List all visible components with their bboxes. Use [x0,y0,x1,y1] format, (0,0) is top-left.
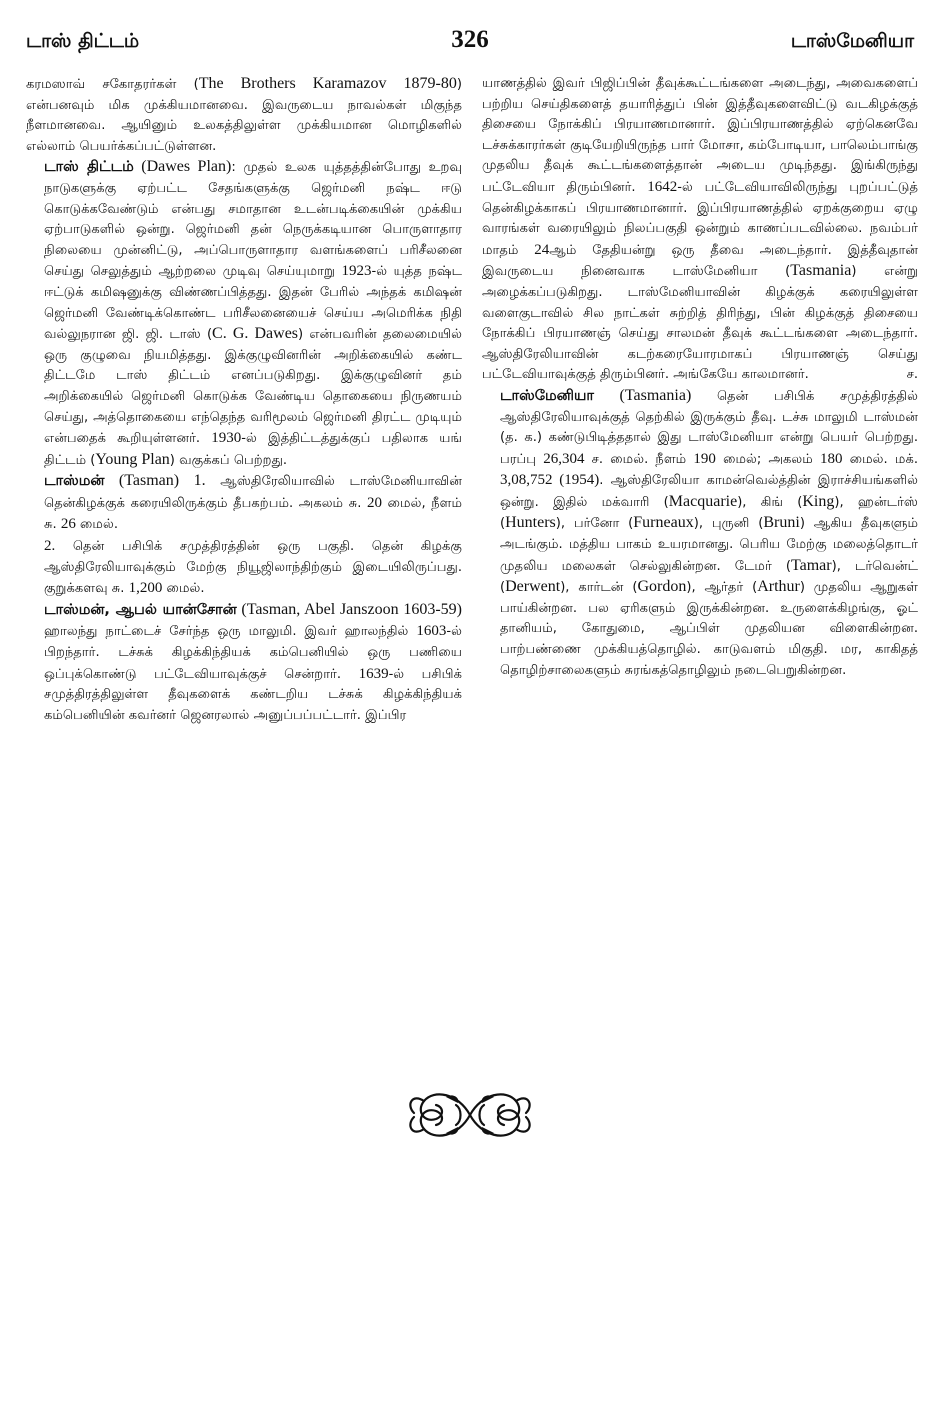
entry-tasmania: டாஸ்மேனியா (Tasmania) தென் பசிபிக் சமுத்திரத்தில் ஆஸ்திரேலியாவுக்குத் தெற்கில் இருக்கும் தீவு. டச்சு மாலுமி டாஸ்மன் (த. க.) கண்டுபிடித்ததால் இது டாஸ்மேனியா என்று பெயர் பெற்றது. பரப்பு 26,304 ச. மைல். நீளம் 190 மைல்; அகலம் 180 மைல். மக். 3,08,752 (1954). ஆஸ்திரேலியா காமன்வெல்த்தின் இராச்சியங்களில் ஒன்று. இதில் மக்வாரி (Macquarie), கிங் (King), ஹன்டர்ஸ் (Hunters), பர்னோ (Furneaux), புருனி (Bruni) ஆகிய தீவுகளும் அடங்கும். மத்திய பாகம் உயரமானது. பெரிய மேற்கு மலைத்தொடர் முதலிய மலைகள் செல்லுகின்றன. டேமர் (Tamar), டர்வென்ட் (Derwent), கார்டன் (Gordon), ஆர்தர் (Arthur) முதலிய ஆறுகள் பாய்கின்றன. பல ஏரிகளும் இருக்கின்றன. உருளைக்கிழங்கு, ஓட் தானியம், கோதுமை, ஆப்பிள் முதலியன விளைகின்றன. பாற்பண்ணை முக்கியத்தொழில். காடுவளம் மிகுதி. மர, காகிதத் தொழிற்சாலைகளும் சுரங்கத்தொழிலும் நடைபெறுகின்றன. [500,386,919,678]
entry-headword: டாஸ்மன் [44,473,105,490]
floral-ornament-icon [400,1083,540,1147]
running-head-right: டாஸ்மேனியா [790,30,914,52]
page-header [26,26,914,60]
left-column [26,74,462,726]
entry-headword: டாஸ்மன், ஆபல் யான்சோன் [44,601,237,618]
entry-tasman-sense-2: 2. தென் பசிபிக் சமுத்திரத்தின் ஒரு பகுதி. தென் கிழக்கு ஆஸ்திரேலியாவுக்கும் மேற்கு நியூஜிலாந்திற்கும் இடையிலிருப்பது. குறுக்களவு சு. 1,200 மைல். [44,538,462,597]
author-initial: ச. [906,367,918,383]
page-number: 326 [451,26,489,53]
entry-continuation: கரமஸாவ் சகோதரர்கள் (The Brothers Karamazov 1879-80) என்பனவும் மிக முக்கியமானவை. இவருடைய நாவல்கள் மிகுந்த நீளமானவை. ஆயினும் உலகத்திலுள்ள முக்கியமான மொழிகளில் எல்லாம் பெயர்க்கப்பட்டுள்ளன. [26,75,462,154]
entry-dawes-plan: டாஸ் திட்டம் (Dawes Plan): முதல் உலக யுத்தத்தின்போது உறவு நாடுகளுக்கு ஏற்பட்ட சேதங்களுக்கு ஜெர்மனி நஷ்ட ஈடு கொடுக்கவேண்டும் என்பது சமாதான உடன்படிக்கையின் முக்கிய ஏற்பாடுகளில் ஒன்று. ஜெர்மனி தன் நெருக்கடியான பொருளாதார நிலையை முன்னிட்டு, அப்பொருளாதார வளங்களைப் பரிசீலனை செய்து செலுத்தும் ஆற்றலை முடிவு செய்யுமாறு 1923-ல் யுத்த நஷ்ட ஈட்டுக் கமிஷனுக்கு விண்ணப்பித்தது. இதன் பேரில் அந்தக் கமிஷன் ஜெர்மனி வேண்டிக்கொண்ட பரிசீலனையைச் செய்ய அமெரிக்க நிதி வல்லுநரான ஜி. ஜி. டாஸ் (C. G. Dawes) என்பவரின் தலைமையில் ஒரு குழுவை நியமித்தது. இக்குழுவினரின் அறிக்கையில் கண்ட திட்டமே டாஸ் திட்டம் எனப்படுகிறது. இக்குழுவினர் தம் அறிக்கையில் ஜெர்மனி கொடுக்க வேண்டிய தொகையை நிருணயம் செய்து, அத்தொகையை எந்தெந்த வரிமூலம் ஜெர்மனி திரட்ட முடியும் என்பதைக் கூறியுள்ளனர். 1930-ல் இத்திட்டத்துக்குப் பதிலாக யங் திட்டம் (Young Plan) வகுக்கப் பெற்றது. [44,158,463,468]
entry-tasman: டாஸ்மன் (Tasman) 1. ஆஸ்திரேலியாவில் டாஸ்மேனியாவின் தென்கிழக்குக் கரையிலிருக்கும் தீபகற்பம். அகலம் சு. 20 மைல், நீளம் சு. 26 மைல். [44,472,462,533]
entry-headword: டாஸ்மேனியா [500,387,595,404]
running-head-left: டாஸ் திட்டம் [26,30,140,52]
entry-headword: டாஸ் திட்டம் [44,159,134,176]
entry-abel-tasman: டாஸ்மன், ஆபல் யான்சோன் (Tasman, Abel Janszoon 1603-59) ஹாலந்து நாட்டைச் சேர்ந்த ஒரு மாலுமி. இவர் ஹாலந்தில் 1603-ல் பிறந்தார். டச்சுக் கிழக்கிந்தியக் கம்பெனியில் ஒரு பணியை ஒப்புக்கொண்டு பட்டேவியாவுக்குச் சென்றார். 1639-ல் பசிபிக் சமுத்திரத்திலுள்ள தீவுகளைக் கண்டறிய டச்சுக் கிழக்கிந்தியக் கம்பெனியின் கவர்னர் ஜெனரலால் அனுப்பப்பட்டார். இப்பிர [44,600,463,723]
right-column [482,74,918,681]
entry-abel-tasman-continued: யாணத்தில் இவர் பிஜிப்பின் தீவுக்கூட்டங்களை அடைந்து, அவைகளைப் பற்றிய செய்திகளைத் தயாரித்துப் பின் இத்தீவுகளைவிட்டு வடகிழக்குத் திசையை நோக்கிப் பிரயாணமானார். இப்பிரயாணத்தில் ஏற்கெனவே டச்சுக்காரர்கள் குடியேறியிருந்த பார் மோசா, கம்போடியா, பாலெம்பாங்கு முதலிய தீவுக் கூட்டங்களைத்தான் அடைய முடிந்தது. இங்கிருந்து பட்டேவியா திரும்பினர். 1642-ல் பட்டேவியாவிலிருந்து புறப்பட்டுத் தென்கிழக்காகப் பிரயாணமானார். இப்பிரயாணத்தில் ஏறக்குறைய ஏழு வாரங்கள் வரையிலும் நிலப்பகுதி ஒன்றும் காணப்படவில்லை. நவம்பர் மாதம் 24ஆம் தேதியன்று ஒரு தீவை அடைந்தார். இத்தீவுதான் இவருடைய நினைவாக டாஸ்மேனியா (Tasmania) என்று அழைக்கப்படுகிறது. டாஸ்மேனியாவின் கிழக்குக் கரையிலுள்ள வளைகுடாவில் சில நாட்கள் சுற்றித் திரிந்து, பின் கிழக்குத் திசையை நோக்கிப் பிரயாணஞ் செய்து சாலமன் தீவுக் கூட்டங்களை அடைந்தார். ஆஸ்திரேலியாவின் கடற்கரையோரமாகப் பிரயாணஞ் செய்து பட்டேவியாவுக்குத் திரும்பினர். அங்கேயே காலமானர். ச. [482,74,918,386]
